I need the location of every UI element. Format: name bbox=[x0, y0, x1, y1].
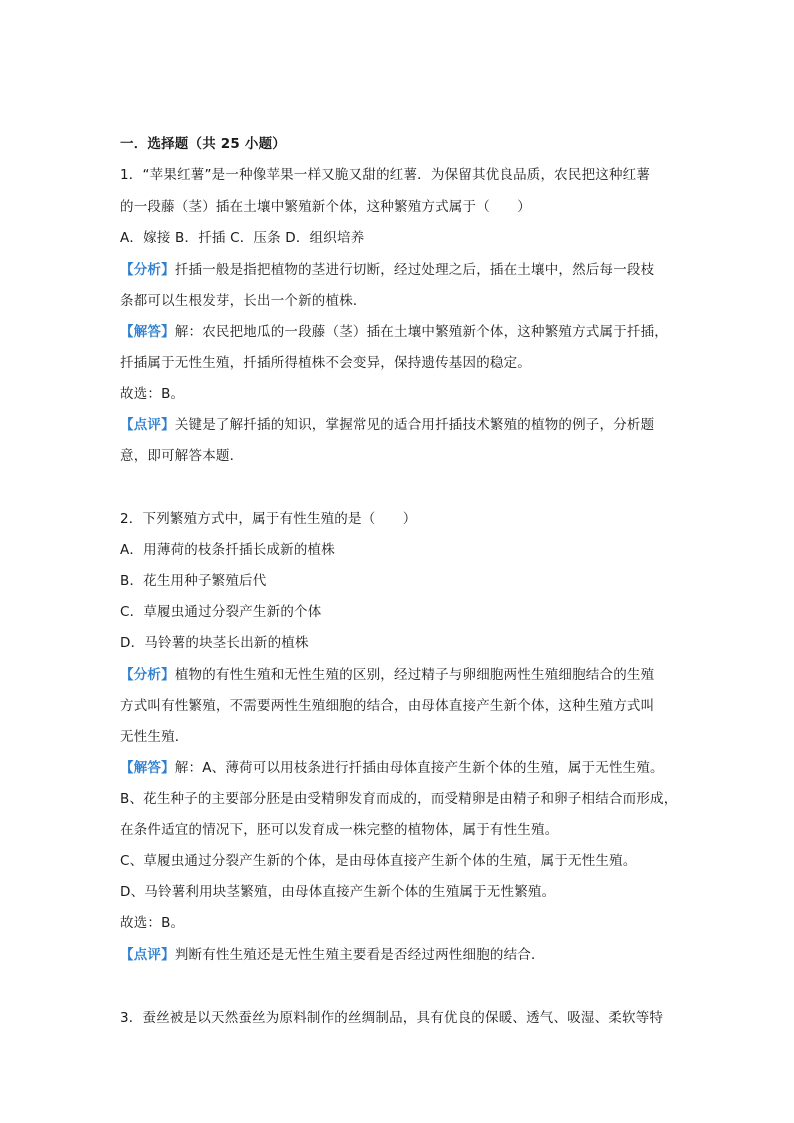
q2-comment-text-1: 判断有性生殖还是无性生殖主要看是否经过两性细胞的结合． bbox=[174, 947, 545, 963]
q1-analysis-text-1: 扦插一般是指把植物的茎进行切断，经过处理之后，插在土壤中，然后每一段枝 bbox=[174, 262, 655, 278]
q1-comment-line-2: 意，即可解答本题． bbox=[120, 448, 244, 464]
q2-answer-text-1: 解：A、薄荷可以用枝条进行扦插由母体直接产生新个体的生殖，属于无性生殖。 bbox=[174, 760, 664, 776]
q2-answer-choice: 故选：B。 bbox=[120, 915, 185, 931]
q1-stem-line-1: 1．“苹果红薯”是一种像苹果一样又脆又甜的红薯．为保留其优良品质，农民把这种红薯 bbox=[120, 167, 651, 183]
q2-answer-line-3: 在条件适宜的情况下，胚可以发育成一株完整的植物体，属于有性生殖。 bbox=[120, 822, 559, 838]
q1-answer-line-1 bbox=[120, 322, 680, 342]
comment-tag: 【点评】 bbox=[120, 947, 175, 963]
q2-option-b: B．花生用种子繁殖后代 bbox=[120, 573, 267, 589]
comment-tag: 【点评】 bbox=[120, 417, 175, 433]
q2-analysis-line-1 bbox=[120, 665, 680, 685]
q2-answer-line-2: B、花生种子的主要部分胚是由受精卵发育而成的，而受精卵是由精子和卵子相结合而形成， bbox=[120, 791, 678, 807]
q2-answer-line-1 bbox=[120, 758, 680, 778]
analysis-tag: 【分析】 bbox=[120, 262, 175, 278]
analysis-tag: 【分析】 bbox=[120, 667, 175, 683]
q1-answer-line-2: 扦插属于无性生殖，扦插所得植株不会变异，保持遗传基因的稳定。 bbox=[120, 355, 531, 371]
q2-answer-line-4: C、草履虫通过分裂产生新的个体，是由母体直接产生新个体的生殖，属于无性生殖。 bbox=[120, 853, 637, 869]
q2-analysis-text-1: 植物的有性生殖和无性生殖的区别，经过精子与卵细胞两性生殖细胞结合的生殖 bbox=[174, 667, 655, 683]
q2-comment-line-1 bbox=[120, 945, 680, 965]
q2-stem: 2．下列繁殖方式中，属于有性生殖的是（ ） bbox=[120, 511, 417, 527]
q1-options: A．嫁接 B．扦插 C．压条 D．组织培养 bbox=[120, 230, 365, 246]
q2-option-c: C．草履虫通过分裂产生新的个体 bbox=[120, 604, 322, 620]
answer-tag: 【解答】 bbox=[120, 760, 175, 776]
q2-option-a: A．用薄荷的枝条扦插长成新的植株 bbox=[120, 542, 335, 558]
q2-option-d: D．马铃薯的块茎长出新的植株 bbox=[120, 635, 309, 651]
q1-stem-line-2: 的一段藤（茎）插在土壤中繁殖新个体，这种繁殖方式属于（ ） bbox=[120, 199, 531, 215]
q1-analysis-line-2: 条都可以生根发芽，长出一个新的植株． bbox=[120, 293, 367, 309]
q2-answer-line-5: D、马铃薯利用块茎繁殖，由母体直接产生新个体的生殖属于无性繁殖。 bbox=[120, 884, 556, 900]
q1-answer-text-1: 解：农民把地瓜的一段藤（茎）插在土壤中繁殖新个体，这种繁殖方式属于扦插， bbox=[174, 324, 669, 340]
q1-answer-choice: 故选：B。 bbox=[120, 386, 185, 402]
q1-comment-text-1: 关键是了解扦插的知识，掌握常见的适合用扦插技术繁殖的植物的例子，分析题 bbox=[174, 417, 655, 433]
q1-comment-line-1 bbox=[120, 415, 680, 435]
q3-stem: 3．蚕丝被是以天然蚕丝为原料制作的丝绸制品，具有优良的保暖、透气、吸湿、柔软等特 bbox=[120, 1010, 664, 1026]
section-heading: 一．选择题（共 25 小题） bbox=[120, 136, 286, 152]
q2-analysis-line-3: 无性生殖． bbox=[120, 729, 189, 745]
q2-analysis-line-2: 方式叫有性繁殖，不需要两性生殖细胞的结合，由母体直接产生新个体，这种生殖方式叫 bbox=[120, 698, 655, 714]
answer-tag: 【解答】 bbox=[120, 324, 175, 340]
q1-analysis-line-1 bbox=[120, 260, 680, 280]
